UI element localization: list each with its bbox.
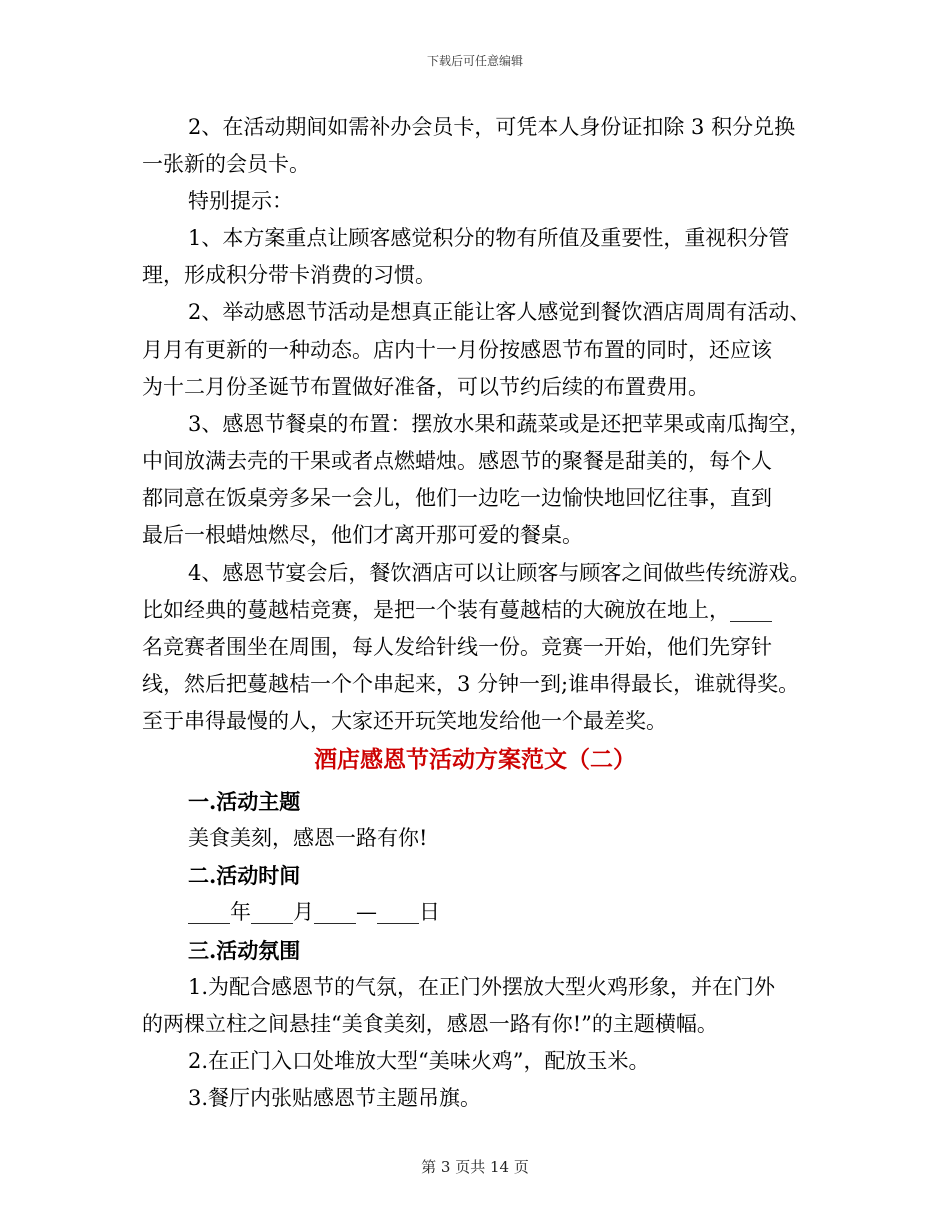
paragraph-line: 一张新的会员卡。 (142, 152, 310, 176)
section-title: 酒店感恩节活动方案范文（二） (314, 746, 636, 773)
paragraph-line: 2、在活动期间如需补办会员卡，可凭本人身份证扣除 3 积分兑换 (188, 115, 796, 139)
section-heading: 一.活动主题 (188, 789, 301, 814)
paragraph-line: 2.在正门入口处堆放大型“美味火鸡”，配放玉米。 (188, 1049, 650, 1073)
page-header: 下载后可任意编辑 (426, 54, 523, 68)
paragraph-line: 最后一根蜡烛燃尽，他们才离开那可爱的餐桌。 (142, 523, 583, 547)
paragraph-line: 的两棵立柱之间悬挂“美食美刻，感恩一路有你!”的主题横幅。 (142, 1012, 718, 1036)
paragraph-line: 中间放满去壳的干果或者点燃蜡烛。感恩节的聚餐是甜美的，每个人 (142, 449, 772, 473)
paragraph-line: 名竞赛者围坐在周围，每人发给针线一份。竞赛一开始，他们先穿针 (142, 635, 772, 659)
paragraph-line: 1、本方案重点让顾客感觉积分的物有所值及重要性，重视积分管 (188, 226, 790, 250)
paragraph-line: 美食美刻，感恩一路有你! (188, 826, 428, 850)
paragraph-line: 都同意在饭桌旁多呆一会儿，他们一边吃一边愉快地回忆往事，直到 (142, 486, 772, 510)
paragraph-line: 1.为配合感恩节的气氛，在正门外摆放大型火鸡形象，并在门外 (188, 975, 776, 999)
paragraph-line: 为十二月份圣诞节布置做好准备，可以节约后续的布置费用。 (142, 375, 709, 399)
paragraph-line: 3、感恩节餐桌的布置：摆放水果和蔬菜或是还把苹果或南瓜掏空， (188, 412, 811, 436)
paragraph-line: 4、感恩节宴会后，餐饮酒店可以让顾客与顾客之间做些传统游戏。 (188, 561, 811, 585)
section-heading: 二.活动时间 (188, 863, 301, 888)
paragraph-line: 理，形成积分带卡消费的习惯。 (142, 263, 436, 287)
paragraph-line: 比如经典的蔓越桔竞赛，是把一个装有蔓越桔的大碗放在地上，____ (142, 598, 772, 622)
date-blank-line: ____年____月____—____日 (188, 900, 440, 924)
paragraph-line: 月月有更新的一种动态。店内十一月份按感恩节布置的同时，还应该 (142, 338, 772, 362)
section-heading: 三.活动氛围 (188, 938, 301, 963)
page-footer: 第 3 页共 14 页 (421, 1158, 529, 1176)
paragraph-line: 线，然后把蔓越桔一个个串起来，3 分钟一到;谁串得最长，谁就得奖。 (142, 672, 800, 696)
tip-label: 特别提示： (188, 189, 293, 213)
paragraph-line: 3.餐厅内张贴感恩节主题吊旗。 (188, 1086, 482, 1110)
paragraph-line: 至于串得最慢的人，大家还开玩笑地发给他一个最差奖。 (142, 709, 667, 733)
paragraph-line: 2、举动感恩节活动是想真正能让客人感觉到餐饮酒店周周有活动、 (188, 300, 811, 324)
